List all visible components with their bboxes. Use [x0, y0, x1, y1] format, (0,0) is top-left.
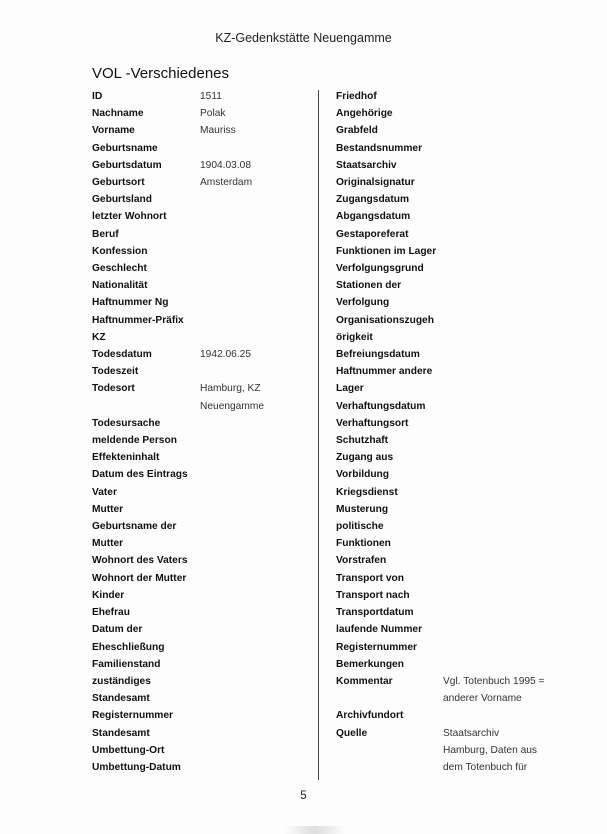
field-label: Umbettung-Datum: [92, 761, 181, 773]
field-label: Verhaftungsort: [336, 417, 409, 429]
field-label: Transport nach: [336, 589, 410, 601]
field-row: [336, 621, 576, 638]
field-label: Mutter: [92, 538, 124, 550]
field-row: [92, 312, 317, 329]
field-label: Effekteninhalt: [92, 452, 160, 464]
field-label: Verhaftungsdatum: [336, 400, 426, 412]
field-row: [336, 157, 576, 174]
field-label: Vorbildung: [336, 469, 390, 481]
field-row: [336, 415, 576, 432]
field-row: [92, 363, 317, 380]
field-row: [336, 398, 576, 415]
field-row: [92, 759, 317, 776]
field-label: Haftnummer Ng: [92, 297, 169, 309]
page-number: 5: [300, 790, 307, 802]
field-row: [336, 329, 576, 346]
field-row: [336, 294, 576, 311]
field-row: [336, 484, 576, 501]
field-row: [92, 518, 317, 535]
field-label: Todeszeit: [92, 366, 139, 378]
field-label: Kriegsdienst: [336, 486, 398, 498]
field-label: ID: [92, 91, 103, 102]
field-row: [336, 277, 576, 294]
field-label: Lager: [336, 383, 364, 395]
field-row: [336, 673, 576, 707]
field-label: Musterung: [336, 503, 389, 515]
field-row: [92, 226, 317, 243]
field-label: Friedhof: [336, 91, 377, 102]
field-row: [92, 122, 317, 139]
field-row: [336, 432, 576, 449]
field-row: [336, 518, 576, 535]
field-row: [336, 260, 576, 277]
field-label: Verfolgung: [336, 297, 390, 309]
field-label: Befreiungsdatum: [336, 349, 420, 361]
field-label: Konfession: [92, 245, 148, 257]
field-label: KZ: [92, 331, 106, 343]
field-row: [92, 157, 317, 174]
field-row: [336, 639, 576, 656]
field-row: [92, 501, 317, 518]
field-row: [336, 243, 576, 260]
field-row: [92, 690, 317, 707]
field-label: Transport von: [336, 572, 404, 584]
field-label: Todesdatum: [92, 349, 152, 361]
scan-artifact: [285, 826, 345, 834]
field-value: Mauriss: [200, 125, 236, 137]
field-label: Registernummer: [92, 710, 173, 722]
field-label: Registernummer: [336, 641, 417, 653]
field-row: [92, 604, 317, 621]
page-header: KZ-Gedenkstätte Neuengamme: [215, 31, 392, 45]
left-field-column: [92, 88, 317, 776]
field-label: Quelle: [336, 727, 368, 739]
field-label: Mutter: [92, 503, 124, 515]
field-label: laufende Nummer: [336, 624, 423, 636]
field-row: [92, 105, 317, 122]
field-row: [92, 552, 317, 569]
field-label: Beruf: [92, 228, 119, 240]
field-row: [336, 140, 576, 157]
field-label: meldende Person: [92, 435, 177, 447]
column-divider: [318, 90, 319, 780]
field-row: [336, 725, 576, 777]
field-label: zuständiges: [92, 675, 151, 687]
field-row: [92, 432, 317, 449]
field-row: [336, 226, 576, 243]
field-row: [336, 552, 576, 569]
field-row: [336, 535, 576, 552]
field-label: Standesamt: [92, 693, 150, 705]
field-row: [92, 260, 317, 277]
field-label: Vorstrafen: [336, 555, 387, 567]
field-row: [336, 346, 576, 363]
field-row: [92, 535, 317, 552]
field-row: [336, 312, 576, 329]
field-label: Nationalität: [92, 280, 148, 292]
field-row: [92, 329, 317, 346]
field-row: [92, 346, 317, 363]
field-label: Transportdatum: [336, 607, 414, 619]
field-row: [92, 570, 317, 587]
field-label: Staatsarchiv: [336, 159, 397, 171]
field-label: Geburtsname der: [92, 521, 177, 533]
field-label: Todesort: [92, 383, 135, 395]
field-value: Hamburg, KZ Neuengamme: [200, 383, 264, 412]
field-label: Archivfundort: [336, 710, 404, 722]
field-label: Todesursache: [92, 417, 161, 429]
field-label: Geburtsort: [92, 177, 145, 189]
field-label: Stationen der: [336, 280, 402, 292]
field-row: [92, 449, 317, 466]
field-label: Geburtsdatum: [92, 159, 162, 171]
field-row: [92, 208, 317, 225]
field-value: Staatsarchiv Hamburg, Daten aus dem Totenbuch für: [443, 727, 538, 773]
field-row: [92, 140, 317, 157]
field-row: [92, 621, 317, 638]
field-label: Geburtsname: [92, 142, 158, 154]
field-row: [336, 105, 576, 122]
field-label: Originalsignatur: [336, 177, 415, 189]
field-row: [336, 380, 576, 397]
field-row: [92, 484, 317, 501]
field-row: [336, 208, 576, 225]
field-row: [336, 570, 576, 587]
field-value: 1942.06.25: [200, 349, 251, 361]
field-label: Eheschließung: [92, 641, 165, 653]
field-label: Datum des Eintrags: [92, 469, 188, 481]
field-label: Bemerkungen: [336, 658, 404, 670]
field-row: [92, 656, 317, 673]
field-label: Gestaporeferat: [336, 228, 409, 240]
field-row: [92, 707, 317, 724]
field-label: Angehörige: [336, 108, 393, 120]
field-row: [92, 673, 317, 690]
field-row: [92, 380, 317, 414]
field-label: Zugang aus: [336, 452, 394, 464]
field-label: örigkeit: [336, 331, 373, 343]
field-value: Amsterdam: [200, 177, 253, 189]
field-row: [336, 88, 576, 105]
field-label: Datum der: [92, 624, 143, 636]
field-row: [92, 88, 317, 105]
field-label: Wohnort des Vaters: [92, 555, 188, 567]
field-label: Vater: [92, 486, 117, 498]
field-row: [336, 174, 576, 191]
field-label: Standesamt: [92, 727, 150, 739]
field-row: [336, 191, 576, 208]
field-row: [92, 415, 317, 432]
field-value: Vgl. Totenbuch 1995 = anderer Vorname: [443, 675, 545, 705]
field-label: Familienstand: [92, 658, 161, 670]
field-value: 1511: [200, 91, 222, 102]
field-label: Ehefrau: [92, 607, 130, 619]
field-label: Haftnummer-Präfix: [92, 314, 184, 326]
field-row: [336, 587, 576, 604]
field-row: [336, 466, 576, 483]
field-label: Geburtsland: [92, 194, 153, 206]
field-row: [92, 742, 317, 759]
field-label: Funktionen im Lager: [336, 245, 437, 257]
field-row: [92, 174, 317, 191]
field-label: Wohnort der Mutter: [92, 572, 187, 584]
field-value: Polak: [200, 108, 226, 120]
field-row: [336, 501, 576, 518]
field-row: [92, 587, 317, 604]
field-label: politische: [336, 521, 384, 533]
field-row: [92, 277, 317, 294]
field-label: Nachname: [92, 108, 144, 120]
field-label: Organisationszugeh: [336, 314, 434, 326]
field-label: Vorname: [92, 125, 135, 137]
field-label: Haftnummer andere: [336, 366, 433, 378]
field-label: Abgangsdatum: [336, 211, 411, 223]
field-value: 1904.03.08: [200, 159, 251, 171]
field-row: [92, 466, 317, 483]
field-row: [92, 294, 317, 311]
field-row: [336, 604, 576, 621]
section-title: VOL -Verschiedenes: [92, 65, 230, 82]
field-label: Zugangsdatum: [336, 194, 410, 206]
field-label: Schutzhaft: [336, 435, 389, 447]
field-row: [92, 725, 317, 742]
field-label: Geschlecht: [92, 263, 147, 275]
field-row: [92, 639, 317, 656]
right-field-column: [336, 88, 576, 776]
field-row: [336, 122, 576, 139]
field-row: [336, 707, 576, 724]
field-label: Kinder: [92, 589, 125, 601]
field-label: Grabfeld: [336, 125, 378, 137]
field-row: [336, 449, 576, 466]
field-label: Verfolgungsgrund: [336, 263, 424, 275]
field-row: [92, 191, 317, 208]
field-row: [336, 363, 576, 380]
field-label: Funktionen: [336, 538, 391, 550]
field-row: [336, 656, 576, 673]
field-row: [92, 243, 317, 260]
field-label: Umbettung-Ort: [92, 744, 165, 756]
field-label: letzter Wohnort: [92, 211, 167, 223]
field-label: Kommentar: [336, 675, 393, 687]
field-label: Bestandsnummer: [336, 142, 423, 154]
